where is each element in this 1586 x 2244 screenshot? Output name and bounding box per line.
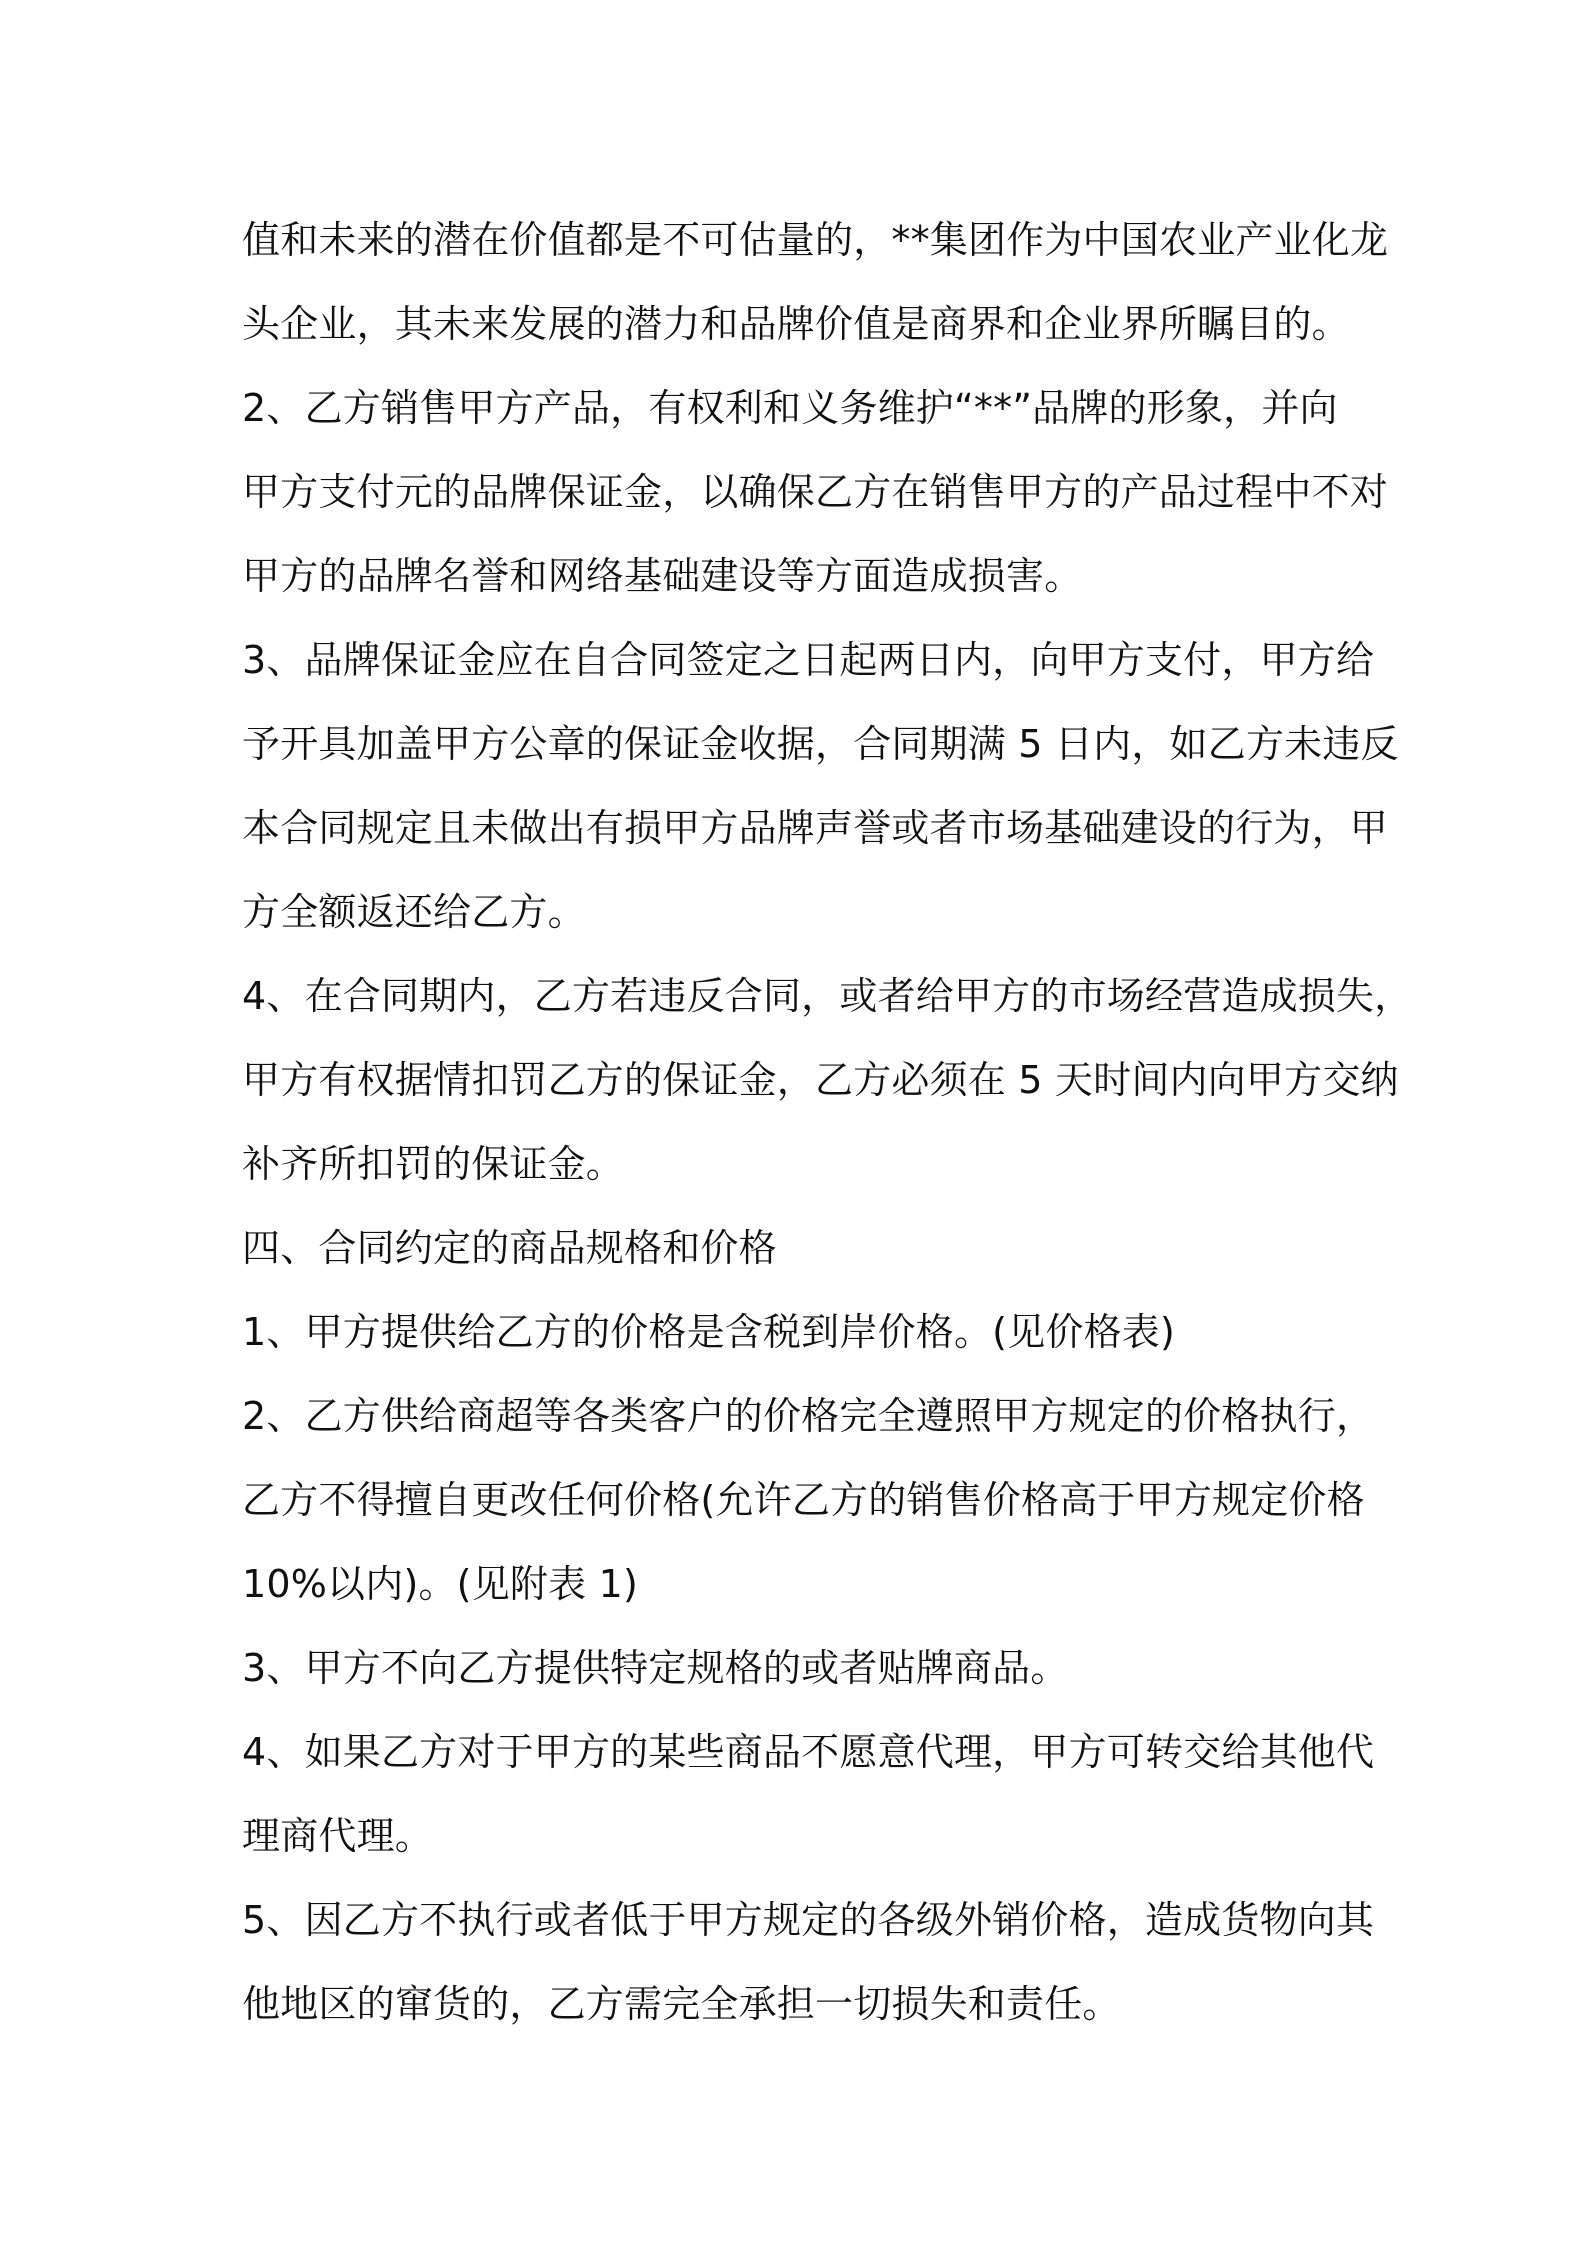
text-line: 甲方的品牌名誉和网络基础建设等方面造成损害。: [242, 554, 1083, 598]
text-line: 2、乙方销售甲方产品，有权利和义务维护“**”品牌的形象，并向: [242, 386, 1338, 430]
section-heading: 四、合同约定的商品规格和价格: [242, 1226, 777, 1270]
document-body: [242, 198, 1413, 2046]
text-line: 本合同规定且未做出有损甲方品牌声誉或者市场基础建设的行为，甲: [242, 806, 1389, 850]
text-line: 甲方有权据情扣罚乙方的保证金，乙方必须在 5 天时间内向甲方交纳: [242, 1058, 1399, 1102]
text-line: 乙方不得擅自更改任何价格(允许乙方的销售价格高于甲方规定价格: [242, 1478, 1365, 1522]
text-line: 5、因乙方不执行或者低于甲方规定的各级外销价格，造成货物向其: [242, 1898, 1375, 1942]
text-line: 甲方支付元的品牌保证金，以确保乙方在销售甲方的产品过程中不对: [242, 470, 1389, 514]
text-line: 补齐所扣罚的保证金。: [242, 1142, 625, 1186]
text-line: 1、甲方提供给乙方的价格是含税到岸价格。(见价格表): [242, 1310, 1176, 1354]
text-line: 予开具加盖甲方公章的保证金收据，合同期满 5 日内，如乙方未违反: [242, 722, 1399, 766]
text-line: 2、乙方供给商超等各类客户的价格完全遵照甲方规定的价格执行，: [242, 1394, 1375, 1438]
text-line: 头企业，其未来发展的潜力和品牌价值是商界和企业界所瞩目的。: [242, 302, 1350, 346]
text-line: 4、如果乙方对于甲方的某些商品不愿意代理，甲方可转交给其他代: [242, 1730, 1375, 1774]
text-line: 他地区的窜货的，乙方需完全承担一切损失和责任。: [242, 1982, 1121, 2026]
text-line: 3、品牌保证金应在自合同签定之日起两日内，向甲方支付，甲方给: [242, 638, 1375, 682]
text-line: 理商代理。: [242, 1814, 434, 1858]
text-line: 10%以内)。(见附表 1): [242, 1562, 638, 1606]
text-line: 3、甲方不向乙方提供特定规格的或者贴牌商品。: [242, 1646, 1069, 1690]
text-line: 方全额返还给乙方。: [242, 890, 586, 934]
text-line: 值和未来的潜在价值都是不可估量的，**集团作为中国农业产业化龙: [242, 218, 1389, 262]
text-line: 4、在合同期内，乙方若违反合同，或者给甲方的市场经营造成损失，: [242, 974, 1413, 1018]
